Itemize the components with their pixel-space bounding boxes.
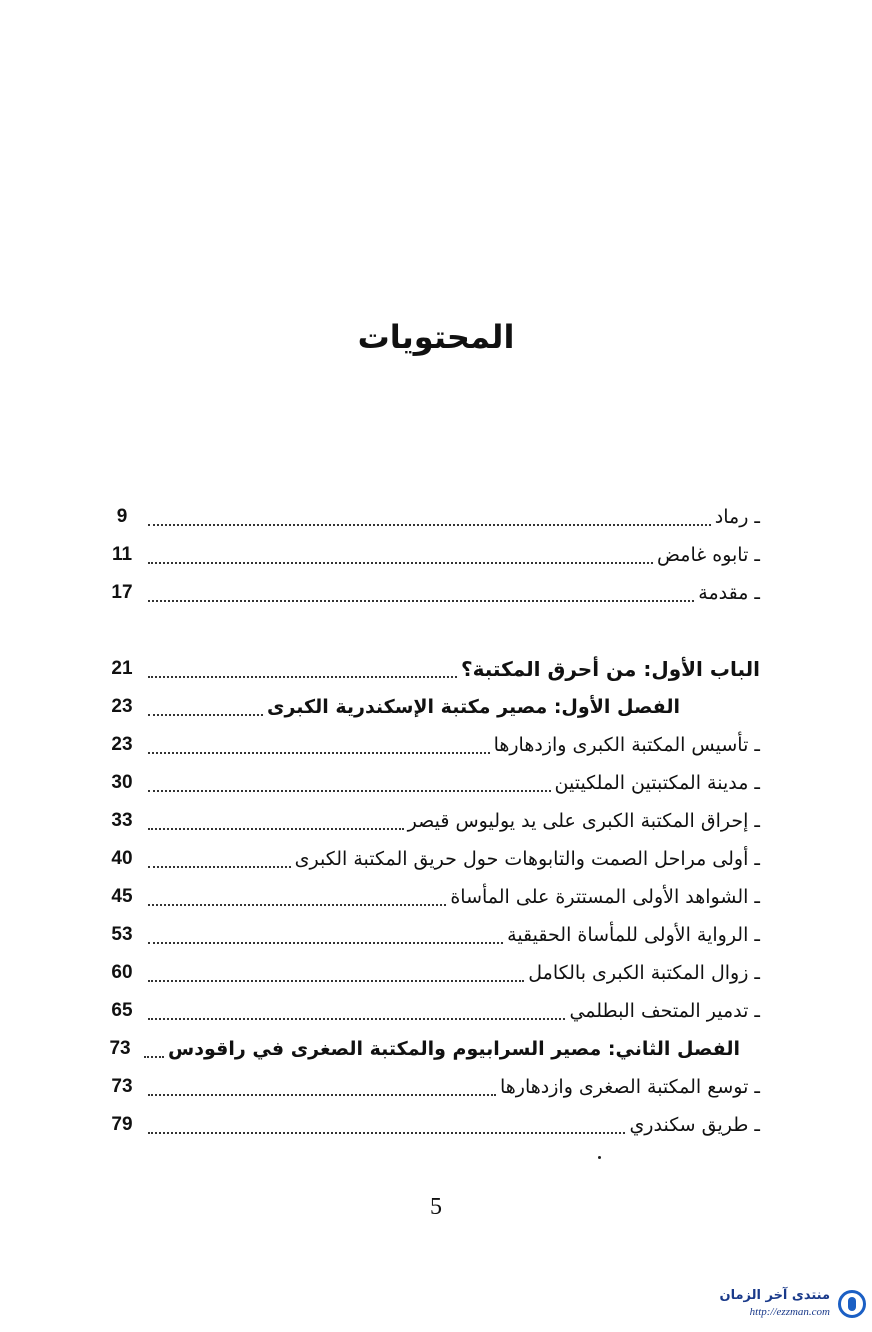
dot-leader [148, 942, 503, 944]
dot-leader [148, 714, 263, 716]
toc-page-number: 45 [111, 886, 133, 907]
toc-page-number: 30 [111, 772, 133, 793]
toc-entry-text: الفصل الأول: مصير مكتبة الإسكندرية الكبرى [267, 696, 680, 718]
toc-entry-text: ـ زوال المكتبة الكبرى بالكامل [528, 962, 760, 984]
toc-entry-founding [100, 730, 760, 760]
toc-entry-text: الفصل الثاني: مصير السرابيوم والمكتبة الصغرى في راقودس [168, 1038, 740, 1060]
dot-leader [148, 562, 653, 564]
dot-leader [148, 980, 524, 982]
toc-entry-text: ـ تابوه غامض [657, 544, 760, 566]
toc-entry-caesar [100, 806, 760, 836]
toc-chapter-two [100, 1034, 760, 1064]
toc-page-number: 33 [111, 810, 133, 831]
dot-leader [148, 828, 404, 830]
toc-entry-silence [100, 844, 760, 874]
dot-leader [148, 752, 490, 754]
toc-page-number: 79 [111, 1114, 133, 1135]
toc-entry-text: ـ تأسيس المكتبة الكبرى وازدهارها [493, 734, 760, 756]
toc-entry-text: ـ الرواية الأولى للمأساة الحقيقية [507, 924, 760, 946]
toc-entry-museum [100, 996, 760, 1026]
toc-entry-first-account [100, 920, 760, 950]
toc-part-one [100, 654, 760, 684]
toc-page-number: 23 [111, 734, 133, 755]
toc-entry-text: ـ إحراق المكتبة الكبرى على يد يوليوس قيصر [407, 810, 760, 832]
toc-chapter-one [100, 692, 760, 722]
toc-page-number: 60 [111, 962, 133, 983]
toc-page-number: 11 [111, 544, 133, 565]
toc-entry-introduction [100, 578, 760, 608]
toc-entry-text: الباب الأول: من أحرق المكتبة؟ [461, 657, 760, 681]
page-number: 5 [430, 1194, 442, 1220]
toc-entry-text: ـ أولى مراحل الصمت والتابوهات حول حريق المكتبة الكبرى [294, 848, 760, 870]
toc-page-number: 40 [111, 848, 133, 869]
toc-entry-text: ـ مدينة المكتبتين الملكيتين [554, 772, 760, 794]
toc-entry-ramad [100, 502, 760, 532]
toc-page-number: 21 [111, 658, 133, 679]
watermark-name: منتدى آخر الزمان [719, 1288, 830, 1303]
toc-page-number: 23 [111, 696, 133, 717]
dot-leader [148, 524, 711, 526]
forum-logo-icon [838, 1290, 866, 1318]
toc-page-number: 73 [111, 1076, 133, 1097]
dot-leader [148, 1094, 496, 1096]
toc-page-number: 53 [111, 924, 133, 945]
dot-leader [144, 1056, 164, 1058]
toc-entry-text: ـ تدمير المتحف البطلمي [569, 1000, 760, 1022]
dot-leader [148, 1018, 565, 1020]
toc-entry-text: ـ مقدمة [698, 582, 760, 604]
toc-entry-alexandrian-road [100, 1110, 760, 1140]
stray-dot [598, 1156, 601, 1159]
dot-leader [148, 600, 694, 602]
toc-entry-text: ـ طريق سكندري [629, 1114, 760, 1136]
toc-entry-text: ـ رماد [714, 506, 760, 528]
dot-leader [148, 1132, 625, 1134]
toc-entry-witnesses [100, 882, 760, 912]
toc-page-number: 65 [111, 1000, 133, 1021]
toc-entry-disappearance [100, 958, 760, 988]
toc-page-number: 9 [116, 506, 128, 527]
toc-entry-text: ـ الشواهد الأولى المستترة على المأساة [450, 886, 760, 908]
dot-leader [148, 866, 291, 868]
watermark-url: http://ezzman.com [749, 1306, 830, 1318]
dot-leader [148, 676, 457, 678]
watermark [720, 1284, 867, 1324]
page-title: المحتويات [357, 318, 515, 356]
watermark-text [720, 1288, 831, 1320]
toc-page-number: 73 [109, 1038, 131, 1059]
toc-entry-expansion [100, 1072, 760, 1102]
toc-entry-taboo [100, 540, 760, 570]
dot-leader [148, 904, 446, 906]
toc-entry-city [100, 768, 760, 798]
dot-leader [148, 790, 551, 792]
toc-page-number: 17 [111, 582, 133, 603]
toc-entry-text: ـ توسع المكتبة الصغرى وازدهارها [499, 1076, 760, 1098]
